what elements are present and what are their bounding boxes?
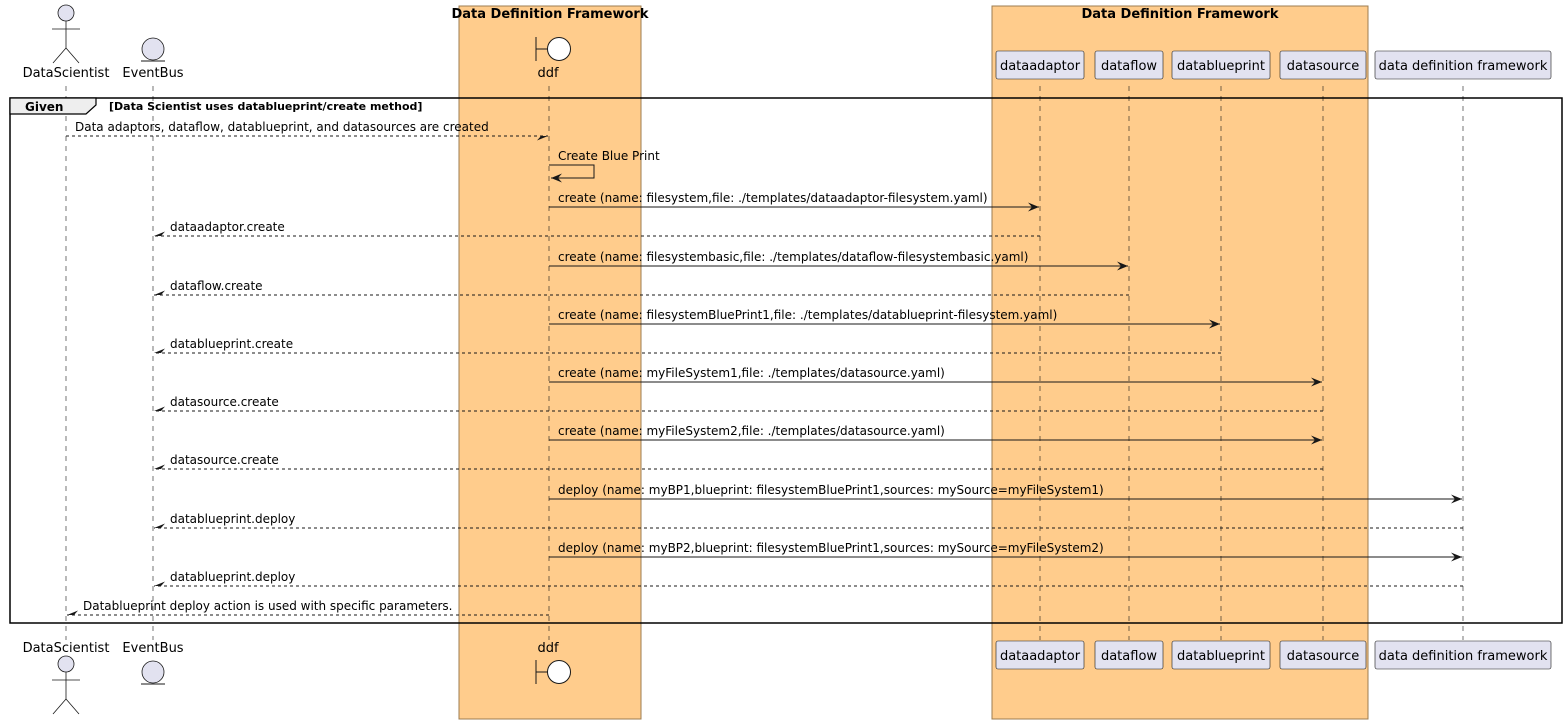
message-label: datablueprint.deploy [170, 570, 296, 584]
participant-dsrc [1280, 51, 1366, 79]
participant-label: dataflow [1100, 59, 1158, 74]
participant-label: dataadaptor [999, 649, 1081, 664]
message-label: create (name: filesystembasic,file: ./templates/dataflow-filesystembasic.yaml) [558, 250, 1029, 264]
message-label: dataflow.create [170, 279, 263, 293]
message-arrow [66, 120, 548, 136]
box-title: Data Definition Framework [1081, 7, 1279, 22]
participant-label: data definition framework [1378, 649, 1548, 664]
actor-datascientist [23, 5, 110, 81]
actor-datascientist [23, 641, 110, 714]
message-label: Data adaptors, dataflow, datablueprint, and datasources are created [75, 120, 489, 134]
message-label: datasource.create [170, 395, 279, 409]
participant-label: DataScientist [22, 66, 110, 81]
message-label: datasource.create [170, 453, 279, 467]
participant-label: data definition framework [1378, 59, 1548, 74]
participant-label: EventBus [122, 66, 184, 81]
message-label: deploy (name: myBP1,blueprint: filesystemBluePrint1,sources: mySource=myFileSystem1) [558, 483, 1104, 497]
message-label: dataadaptor.create [170, 220, 285, 234]
participant-label: dataflow [1100, 649, 1158, 664]
group-label: Given [25, 100, 64, 114]
participant-ddfw [1375, 641, 1551, 669]
participant-label: datasource [1286, 649, 1360, 664]
participant-label: datasource [1286, 59, 1360, 74]
participant-label: DataScientist [22, 641, 110, 656]
message-label: datablueprint.deploy [170, 512, 296, 526]
message-label: create (name: filesystemBluePrint1,file: ./templates/datablueprint-filesystem.yaml) [558, 308, 1058, 322]
message-label: create (name: filesystem,file: ./templates/dataadaptor-filesystem.yaml) [558, 191, 988, 205]
participant-db [1172, 51, 1270, 79]
message-arrow [549, 191, 1039, 207]
participant-label: dataadaptor [999, 59, 1081, 74]
participant-label: EventBus [122, 641, 184, 656]
message-label: deploy (name: myBP2,blueprint: filesystemBluePrint1,sources: mySource=myFileSystem2) [558, 541, 1104, 555]
group-guard: [Data Scientist uses datablueprint/create method] [109, 100, 423, 113]
participant-label: datablueprint [1177, 649, 1265, 664]
participant-ddfw [1375, 51, 1551, 79]
message-label: Datablueprint deploy action is used with specific parameters. [83, 599, 453, 613]
participant-db [1172, 641, 1270, 669]
message-label: create (name: myFileSystem2,file: ./templates/datasource.yaml) [558, 424, 945, 438]
participant-df [1095, 641, 1163, 669]
participant-label: ddf [537, 66, 559, 81]
participant-box [992, 6, 1368, 719]
message-label: create (name: myFileSystem1,file: ./templates/datasource.yaml) [558, 366, 945, 380]
participant-da [996, 51, 1084, 79]
message-label: Create Blue Print [558, 149, 660, 163]
participant-label: ddf [537, 641, 559, 656]
participant-da [996, 641, 1084, 669]
box-title: Data Definition Framework [451, 7, 649, 22]
participant-df [1095, 51, 1163, 79]
entity-eventbus [122, 641, 183, 684]
entity-eventbus [122, 38, 183, 81]
participant-dsrc [1280, 641, 1366, 669]
message-label: datablueprint.create [170, 337, 294, 351]
participant-label: datablueprint [1177, 59, 1265, 74]
participant-box [459, 6, 641, 719]
